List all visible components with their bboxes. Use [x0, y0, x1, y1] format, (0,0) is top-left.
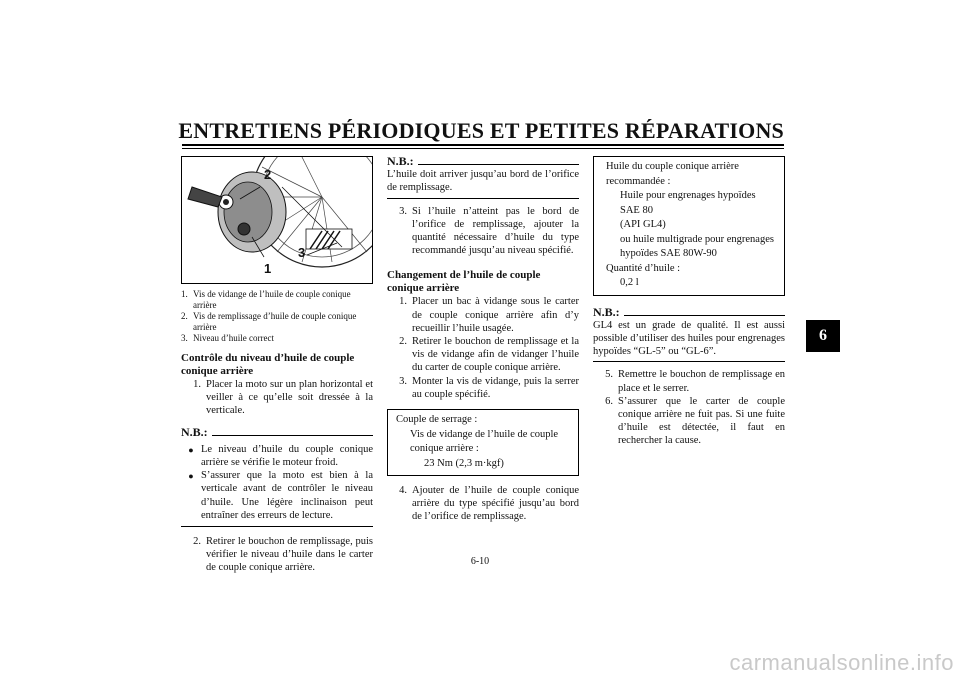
step-item: 2. Retirer le bouchon de remplissage et la vis de vidange afin de vidanger l’huile du carter de couple conique arrière. — [399, 336, 579, 374]
oil-quantity-value: 0,2 l — [620, 277, 639, 288]
callout-2: 2 — [264, 167, 272, 182]
bullet-item: ● Le niveau d’huile du couple conique arrière se vérifie le moteur froid. — [188, 443, 373, 469]
step-item: 3. Monter la vis de vidange, puis la serrer au couple spécifié. — [399, 375, 579, 400]
oil-alt: ou huile multigrade pour engrenages — [620, 233, 774, 245]
torque-item-cont: conique arrière : — [410, 443, 479, 455]
nb-end-rule — [593, 361, 785, 362]
oil-label: Huile du couple conique arrière — [606, 161, 739, 172]
nb-header: N.B.: — [593, 306, 785, 319]
figure-captions — [181, 289, 373, 344]
torque-value: 23 Nm (2,3 m·kgf) — [424, 457, 504, 469]
callout-3: 3 — [298, 245, 306, 260]
figure-illustration — [181, 156, 373, 284]
step-item: 5. Remettre le bouchon de remplissage en place et le serrer. — [605, 369, 785, 394]
page-header-title: ENTRETIENS PÉRIODIQUES ET PETITES RÉPARATIONS — [178, 118, 784, 143]
oil-quantity-label: Quantité d’huile : — [606, 262, 681, 274]
oil-spec-box — [593, 156, 785, 296]
caption-item: 2. Vis de remplissage d’huile de couple conique arrière — [181, 311, 357, 332]
nb-text: L’huile doit arriver jusqu’au bord de l’orifice de remplissage. — [387, 169, 579, 194]
bullet-item: ● S’assurer que la moto est bien à la verticale avant de contrôler le niveau d’huile. Une légère inclinaison peut entraîner des erreurs de lecture. — [188, 470, 373, 521]
oil-grade: (API GL4) — [620, 219, 666, 230]
oil-type: Huile pour engrenages hypoïdes SAE 80 — [620, 190, 756, 216]
caption-item: 3. Niveau d’huile correct — [181, 333, 274, 343]
caption-item: 1. Vis de vidange de l’huile de couple conique arrière — [181, 289, 351, 310]
oil-label-cont: recommandée : — [606, 175, 671, 187]
wheel-hub-illustration — [182, 157, 372, 283]
header-rule — [182, 144, 784, 146]
step-item: 4. Ajouter de l’huile de couple conique arrière du type spécifié jusqu’au bord de l’orifice de remplissage. — [399, 485, 579, 523]
chapter-tab[interactable]: 6 — [806, 320, 840, 352]
nb-header: N.B.: — [181, 426, 373, 439]
nb-end-rule — [181, 526, 373, 527]
column-2 — [387, 155, 579, 524]
torque-spec-box — [387, 409, 579, 476]
column-1 — [181, 289, 373, 575]
oil-alt-grade: hypoïdes SAE 80W-90 — [620, 248, 717, 259]
nb-text: GL4 est un grade de qualité. Il est aussi possible d’utiliser des huiles pour engrenages hypoïdes “GL-5” ou “GL-6”. — [593, 319, 785, 358]
nb-end-rule — [387, 198, 579, 199]
step-item: 1. Placer un bac à vidange sous le carter de couple conique arrière afin d’y recueillir l’huile usagée. — [399, 296, 579, 334]
step-item: 1. Placer la moto sur un plan horizontal et veiller à ce qu’elle soit dressée à la verticale. — [193, 379, 373, 417]
torque-item: Vis de vidange de l’huile de couple — [410, 428, 559, 440]
page-number: 6-10 — [470, 556, 490, 567]
nb-header: N.B.: — [387, 155, 579, 168]
header-rule-thin — [182, 148, 784, 149]
watermark-text: carmanualsonline.info — [729, 650, 954, 675]
step-item: 2. Retirer le bouchon de remplissage, puis vérifier le niveau d’huile dans le carter de couple conique arrière. — [193, 536, 373, 574]
section-heading: Changement de l’huile de couple conique arrière — [387, 269, 541, 295]
step-item: 3. Si l’huile n’atteint pas le bord de l’orifice de remplissage, ajouter la quantité nécessaire d’huile du type recommandé jusqu’au niveau spécifié. — [399, 205, 579, 257]
torque-label: Couple de serrage : — [396, 414, 478, 426]
column-3 — [593, 156, 785, 448]
section-heading: Contrôle du niveau d’huile de couple conique arrière — [181, 352, 355, 377]
step-item: 6. S’assurer que le carter de couple conique arrière ne fuit pas. Si une fuite d’huile est détectée, il faut en rechercher la cause. — [605, 395, 785, 447]
callout-1: 1 — [264, 261, 272, 276]
